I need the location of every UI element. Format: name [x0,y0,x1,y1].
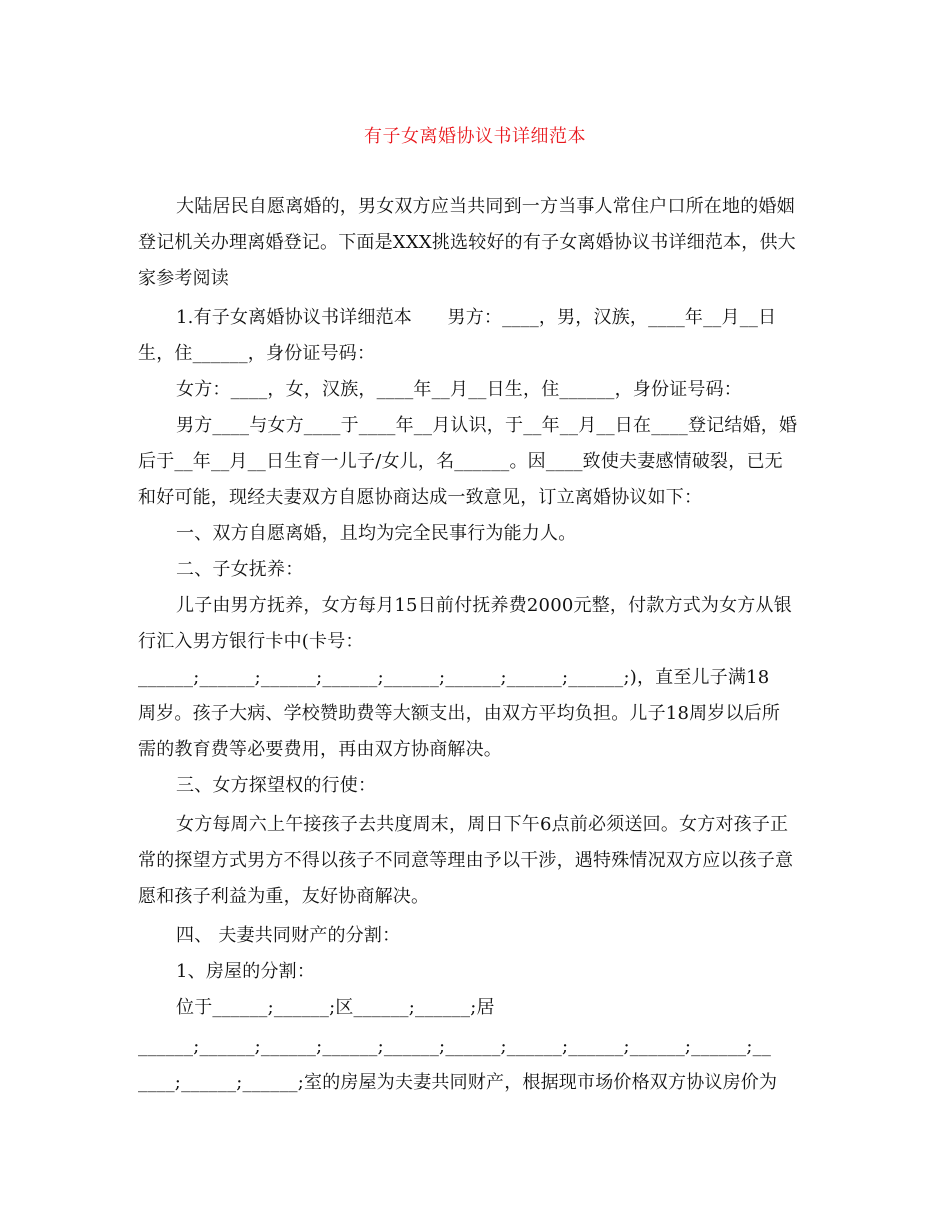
paragraph-line: 家参考阅读 [138,268,229,289]
paragraph-line: ______;______;______;______;______;______;______;______;)，直至儿子满18 [138,667,770,688]
paragraph-line: 男方____与女方____于____年__月认识，于__年__月__日在____登记结婚，婚 [176,415,798,436]
paragraph-line: 大陆居民自愿离婚的，男女双方应当共同到一方当事人常住户口所在地的婚姻 [176,196,795,217]
paragraph-line: 行汇入男方银行卡中(卡号： [138,631,364,652]
paragraph-line: ____;______;______;室的房屋为夫妻共同财产，根据现市场价格双方协议房价为 [138,1072,778,1093]
paragraph-line: 女方每周六上午接孩子去共度周末，周日下午6点前必须送回。女方对孩子正 [176,814,789,835]
section-heading: 二、子女抚养： [176,559,304,580]
paragraph-line: 女方：____，女，汉族，____年__月__日生，住______，身份证号码： [176,379,742,400]
paragraph-line: 位于______;______;区______;______;居 [176,997,495,1018]
paragraph-line: ______;______;______;______;______;______;______;______;______;______;__ [138,1036,772,1057]
section-heading: 四、 夫妻共同财产的分割： [176,925,401,946]
paragraph-line: 登记机关办理离婚登记。下面是XXX挑选较好的有子女离婚协议书详细范本，供大 [138,232,796,253]
paragraph-line: 常的探望方式男方不得以孩子不同意等理由予以干涉，遇特殊情况双方应以孩子意 [138,850,794,871]
subsection-heading: 1、房屋的分割： [176,961,316,982]
section-heading: 三、女方探望权的行使： [176,775,377,796]
paragraph-line: 生，住______，身份证号码： [138,343,376,364]
document-title: 有子女离婚协议书详细范本 [364,126,586,147]
paragraph-line: 一、双方自愿离婚，且均为完全民事行为能力人。 [176,523,577,544]
paragraph-line: 后于__年__月__日生育一儿子/女儿，名______。因____致使夫妻感情破裂，已无 [138,451,783,472]
paragraph-line: 儿子由男方抚养，女方每月15日前付抚养费2000元整，付款方式为女方从银 [176,595,792,616]
paragraph-line: 需的教育费等必要费用，再由双方协商解决。 [138,739,502,760]
paragraph-line: 和好可能，现经夫妻双方自愿协商达成一致意见，订立离婚协议如下： [138,487,703,508]
paragraph-line: 周岁。孩子大病、学校赞助费等大额支出，由双方平均负担。儿子18周岁以后所 [138,703,781,724]
paragraph-line: 1.有子女离婚协议书详细范本 男方：____，男，汉族，____年__月__日 [176,307,777,328]
paragraph-line: 愿和孩子利益为重，友好协商解决。 [138,886,430,907]
